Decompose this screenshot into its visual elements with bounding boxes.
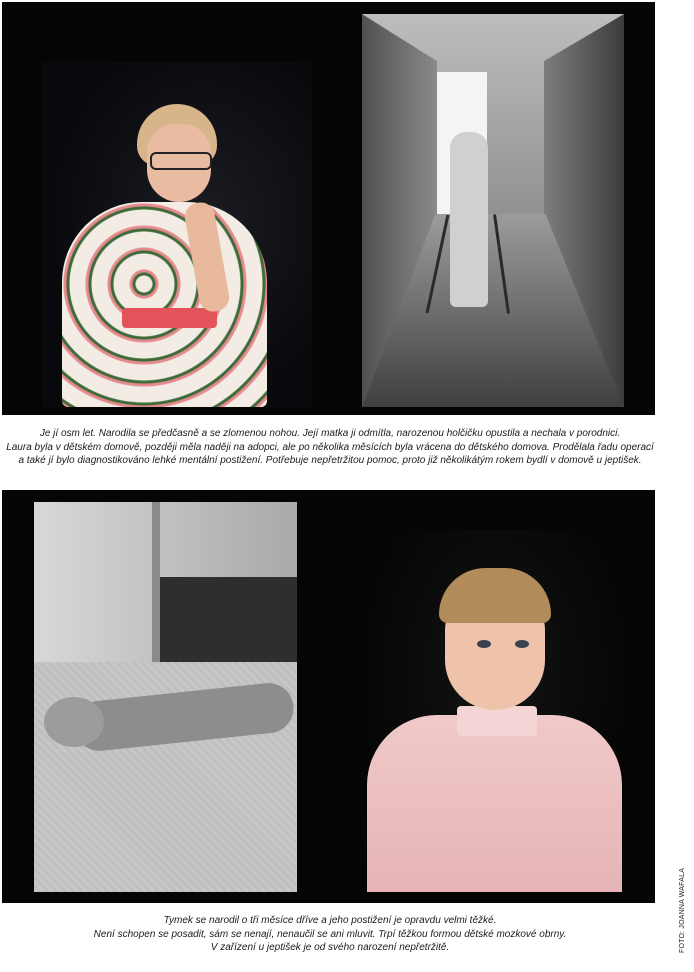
girl-glasses (150, 152, 212, 170)
caption-line: Laura byla v dětském domově, později měla naději na adopci, ale po několika měsících byla vrácena do dětského domova. Prodělala řadu operací (6, 441, 654, 453)
caption-line: a také jí bylo diagnostikováno lehké mentální postižení. Potřebuje nepřetržitou pomoc, proto již několikátým rokem bydlí v domově u jeptišek. (18, 455, 642, 466)
caption-line: Tymek se narodil o tři měsíce dříve a jeho postižení je opravdu velmi těžké. (163, 915, 497, 926)
boy-lying-floor-photo (34, 502, 297, 892)
boy-left-eye (477, 640, 491, 648)
caption-line: Je jí osm let. Narodila se předčasně a se zlomenou nohou. Její matka ji odmítla, narozenou holčičku opustila a nechala v porodnici. (39, 428, 621, 439)
caption-line: Není schopen se posadit, sám se nenají, nenaučil se ani mluvit. Trpí těžkou formou dětské mozkové obrny. (93, 928, 567, 940)
caption-line: V zařízení u jeptišek je od svého narození nepřetržitě. (210, 942, 450, 953)
boy-hair (439, 568, 551, 623)
boy-lying-head (44, 697, 104, 747)
bottom-caption (0, 914, 660, 955)
door-post (152, 502, 160, 672)
bottom-photo-panel (2, 490, 655, 903)
boy-shirt-collar (457, 706, 537, 736)
girl-pink-belt (122, 308, 217, 328)
boy-right-eye (515, 640, 529, 648)
girl-portrait-photo (42, 62, 312, 407)
girl-floral-dress (62, 202, 267, 407)
dark-doorway (160, 577, 297, 667)
photo-credit: FOTO: JOANNA WAFALA (679, 867, 686, 953)
boy-portrait-photo (357, 530, 632, 892)
top-photo-panel (2, 2, 655, 415)
top-caption (0, 427, 660, 468)
boy-pink-shirt (367, 715, 622, 892)
girl-walking-figure (450, 132, 488, 307)
hallway-crutches-photo (362, 14, 624, 407)
